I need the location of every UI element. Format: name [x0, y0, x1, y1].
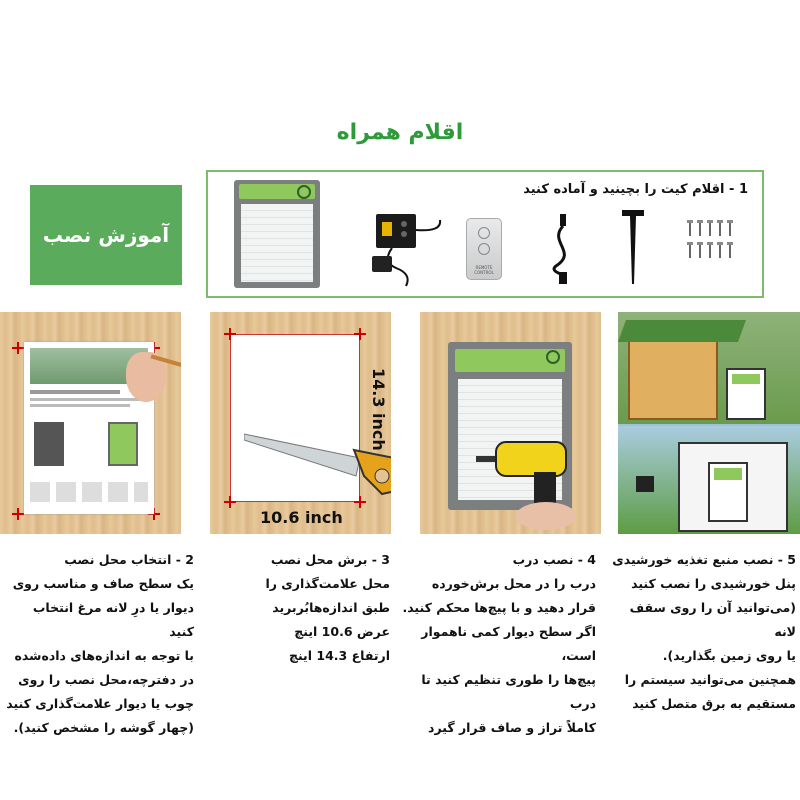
kit-items-box — [206, 170, 764, 298]
kit-controller-image — [372, 212, 456, 292]
kit-caption: 1 - اقلام کیت را بچینید و آماده کنید — [523, 182, 748, 197]
kit-screws-image — [684, 218, 734, 262]
remote-label: REMOTE CONTROL — [474, 265, 494, 275]
drill-image — [476, 432, 596, 532]
step-4-text: 4 - نصب درب درب را در محل برش‌خورده قرار دهید و با پیچ‌ها محکم کنید. اگر سطح دیوار کمی ناهموار است، پیچ‌ها را طوری تنظیم کنید تا درب کاملاً تراز و صاف قرار گیرد — [402, 552, 596, 735]
width-dimension: 10.6 inch — [260, 508, 343, 527]
install-guide-label: آموزش نصب — [42, 223, 170, 247]
saw-image — [244, 432, 391, 502]
step-2-image — [0, 312, 181, 534]
brand-logo-icon — [546, 350, 560, 364]
step-4-image — [420, 312, 601, 534]
step-5-image — [618, 312, 800, 534]
kit-cable-image — [548, 212, 578, 288]
step-2-text: 2 - انتخاب محل نصب یک سطح صاف و مناسب روی دیوار یا درِ لانه مرغ انتخاب کنید با توجه به اندازه‌های داده‌شده در دفترچه،محل نصب را روی چوب یا دیوار علامت‌گذاری کنید (چهار گوشه را مشخص کنید). — [6, 552, 194, 735]
step-5-text: 5 - نصب منبع تغذیه خورشیدی پنل خورشیدی را نصب کنید (می‌توانید آن را روی سقف لانه یا روی زمین بگذارید). همچنین می‌توانید سیستم را مستقیم به برق متصل کنید — [612, 552, 796, 711]
height-dimension: 14.3 inch — [369, 368, 388, 451]
install-guide-badge — [30, 185, 182, 285]
step-3-image — [210, 312, 391, 534]
step-3-text: 3 - برش محل نصب محل علامت‌گذاری را طبق اندازه‌هابُربرید عرض 10.6 اینچ ارتفاع 14.3 اینچ — [265, 552, 390, 663]
kit-remote-image — [466, 218, 502, 280]
page-title: اقلام همراه — [336, 120, 464, 145]
kit-stake-image — [618, 206, 648, 290]
kit-door-image — [234, 180, 320, 288]
